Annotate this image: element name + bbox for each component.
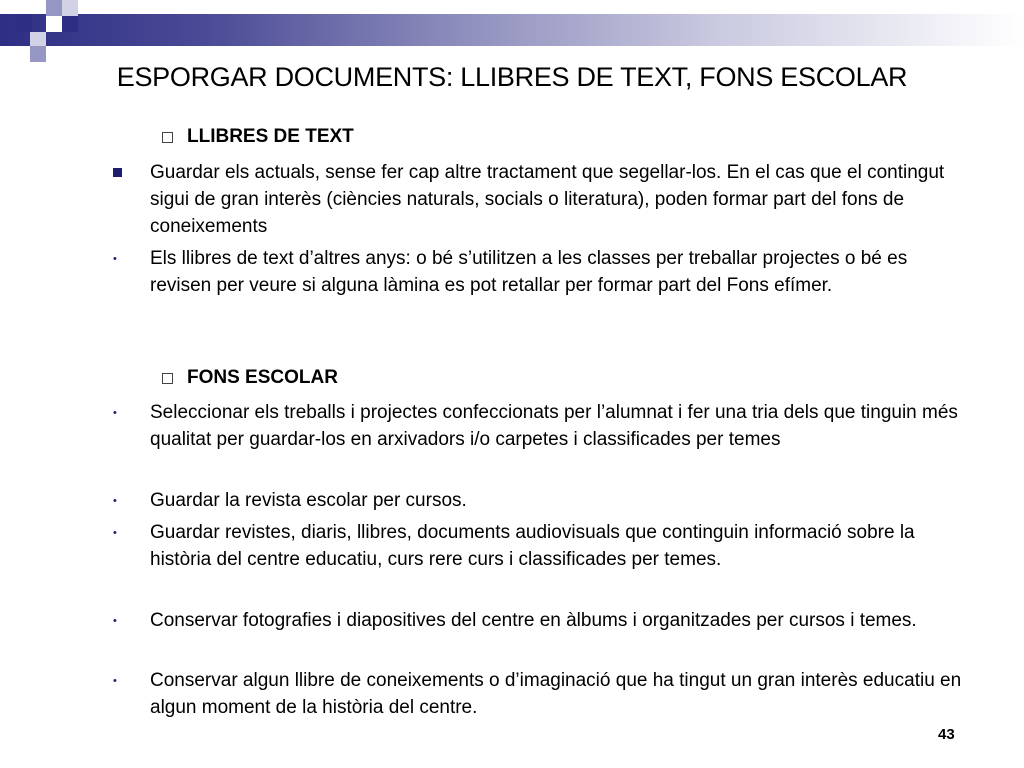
checkbox-bullet-icon	[162, 373, 173, 384]
section-heading-fons	[162, 367, 338, 389]
dot-bullet-icon	[113, 519, 117, 547]
square-bullet-icon	[113, 159, 122, 187]
decoration-square	[30, 46, 46, 62]
list-item: Seleccionar els treballs i projectes confeccionats per l’alumnat i fer una tria dels que tinguin més qualitat per guardar-los en arxivadors i/o carpetes i classificades per temes	[150, 402, 958, 450]
decoration-square	[62, 16, 78, 32]
dot-bullet-icon	[113, 667, 117, 695]
decoration-square	[16, 14, 32, 32]
list-item: Conservar fotografies i diapositives del centre en àlbums i organitzades per cursos i temes.	[150, 610, 917, 631]
section-heading-llibres	[162, 126, 354, 148]
dot-bullet-icon	[113, 607, 117, 635]
dot-bullet-icon	[113, 487, 117, 515]
decoration-square	[46, 0, 62, 16]
decoration-top-band	[0, 14, 1024, 46]
list-item: Conservar algun llibre de coneixements o d’imaginació que ha tingut un gran interès educatiu en algun moment de la història del centre.	[150, 670, 962, 718]
checkbox-bullet-icon	[162, 132, 173, 143]
decoration-square	[62, 0, 78, 16]
dot-bullet-icon	[113, 245, 117, 273]
dot-bullet-icon	[113, 399, 117, 427]
list-item: Guardar els actuals, sense fer cap altre tractament que segellar-los. En el cas que el contingut sigui de gran interès (ciències naturals, socials o literatura), poden formar part del fons de coneixements	[150, 162, 945, 237]
list-item: Els llibres de text d’altres anys: o bé s’utilitzen a les classes per treballar projectes o bé es revisen per veure si alguna làmina es pot retallar per formar part del Fons efímer.	[150, 248, 908, 296]
list-item: Guardar revistes, diaris, llibres, documents audiovisuals que continguin informació sobre la història del centre educatiu, curs rere curs i classificades per temes.	[150, 522, 915, 570]
section-heading-label: LLIBRES DE TEXT	[187, 126, 354, 147]
list-item: Guardar la revista escolar per cursos.	[150, 490, 467, 511]
decoration-square	[46, 16, 62, 32]
slide-title: ESPORGAR DOCUMENTS: LLIBRES DE TEXT, FONS ESCOLAR	[116, 62, 908, 92]
section-heading-label: FONS ESCOLAR	[187, 367, 338, 388]
page-number: 43	[938, 726, 955, 743]
decoration-square	[30, 32, 46, 46]
